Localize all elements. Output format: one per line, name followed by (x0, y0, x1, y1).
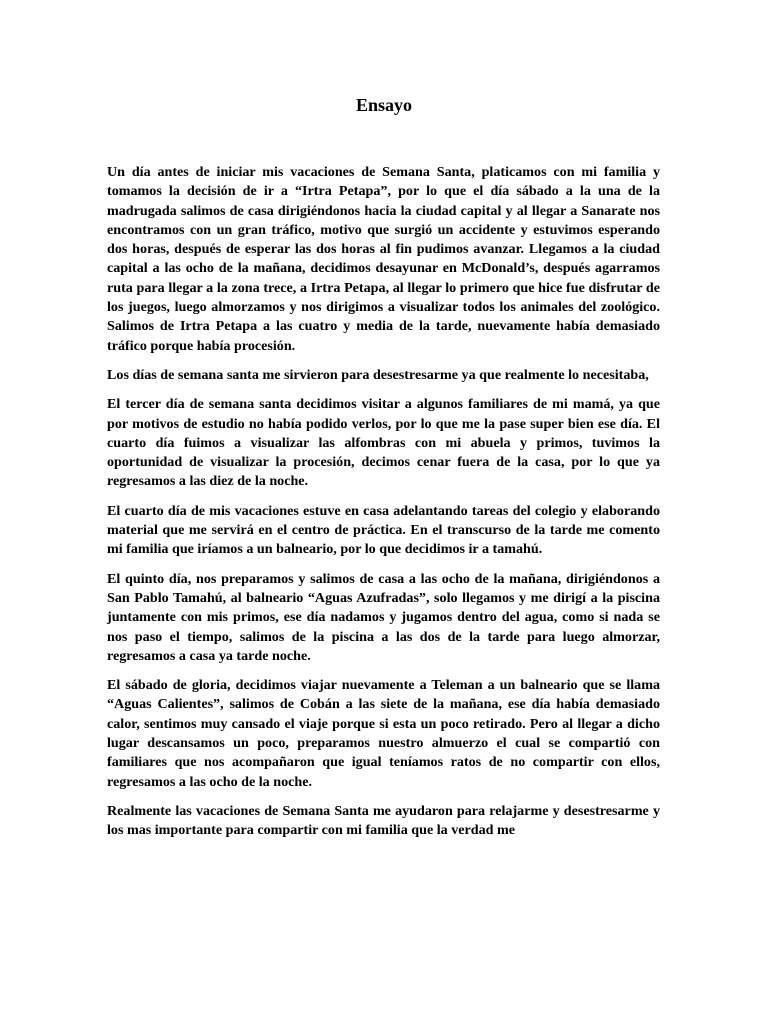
document-body (107, 163, 660, 851)
paragraph-2: Los días de semana santa me sirvieron para desestresarme ya que realmente lo necesitaba, (107, 366, 649, 383)
document-title: Ensayo (355, 95, 413, 115)
paragraph-5: El quinto día, nos preparamos y salimos de casa a las ocho de la mañana, dirigiéndonos a San Pablo Tamahú, al balneario “Aguas Azufradas”, solo llegamos y me dirigí a la piscina juntamente con mis primos, ese día nadamos y jugamos dentro del agua, como si nada se nos paso el tiempo, salimos de la piscina a las dos de la tarde para luego almorzar, regresamos a casa ya tarde noche. (107, 570, 660, 664)
paragraph-6: El sábado de gloria, decidimos viajar nuevamente a Teleman a un balneario que se llama “Aguas Calientes”, salimos de Cobán a las siete de la mañana, ese día había demasiado calor, sentimos muy cansado el viaje porque si esta un poco retirado. Pero al llegar a dicho lugar descansamos un poco, preparamos nuestro almuerzo el cual se compartió con familiares que nos acompañaron que igual teníamos ratos de no compartir con ellos, regresamos a las ocho de la noche. (107, 677, 660, 790)
paragraph-7: Realmente las vacaciones de Semana Santa me ayudaron para relajarme y desestresarme y los mas importante para compartir con mi familia que la verdad me (107, 802, 660, 839)
paragraph-4: El cuarto día de mis vacaciones estuve en casa adelantando tareas del colegio y elaborando material que me servirá en el centro de práctica. En el transcurso de la tarde me comento mi familia que iríamos a un balneario, por lo que decidimos ir a tamahú. (107, 502, 660, 558)
paragraph-1: Un día antes de iniciar mis vacaciones de Semana Santa, platicamos con mi familia y tomamos la decisión de ir a “Irtra Petapa”, por lo que el día sábado a la una de la madrugada salimos de casa dirigiéndonos hacia la ciudad capital y al llegar a Sanarate nos encontramos con un gran tráfico, motivo que surgió un accidente y estuvimos esperando dos horas, después de esperar las dos horas al fin pudimos avanzar. Llegamos a la ciudad capital a las ocho de la mañana, decidimos desayunar en McDonald’s, después agarramos ruta para llegar a la zona trece, a Irtra Petapa, al llegar lo primero que hice fue disfrutar de los juegos, luego almorzamos y nos dirigimos a visualizar todos los animales del zoológico. Salimos de Irtra Petapa a las cuatro y media de la tarde, nuevamente había demasiado tráfico porque había procesión. (107, 164, 660, 354)
paragraph-3: El tercer día de semana santa decidimos visitar a algunos familiares de mi mamá, ya que por motivos de estudio no había podido verlos, por lo que me la pase super bien ese día. El cuarto día fuimos a visualizar las alfombras con mi abuela y primos, tuvimos la oportunidad de visualizar la procesión, decimos cenar fuera de la casa, por lo que ya regresamos a las diez de la noche. (107, 396, 660, 490)
